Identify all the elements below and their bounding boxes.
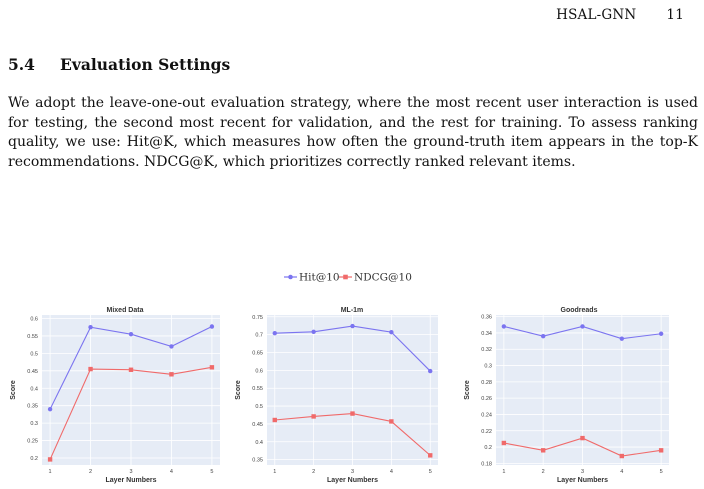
x-tick-label: 1 [48,469,52,475]
y-tick-label: 0.18 [481,461,492,468]
data-point-ndcg [273,418,277,422]
y-tick-label: 0.35 [27,403,38,410]
data-point-ndcg [541,448,545,452]
chart-title: Mixed Data [106,307,144,314]
data-point-ndcg [210,365,214,369]
y-tick-label: 0.28 [481,379,492,386]
data-point-hit [350,324,354,328]
x-axis-label: Layer Numbers [105,477,157,484]
chart-panel-mixed-data [10,307,220,484]
y-tick-label: 0.45 [27,368,38,375]
data-point-hit [620,336,624,340]
data-point-hit [502,324,506,328]
y-tick-label: 0.32 [481,347,492,354]
running-header [556,7,684,23]
data-point-hit [210,324,214,328]
x-tick-label: 3 [129,469,133,475]
x-tick-label: 2 [89,469,93,475]
y-tick-label: 0.35 [252,457,263,464]
x-tick-label: 5 [659,469,663,475]
chart-panel-goodreads [464,307,669,484]
x-tick-label: 2 [541,469,545,475]
legend-label-ndcg: NDCG@10 [354,271,412,284]
y-tick-label: 0.25 [27,438,38,445]
legend-label-hit: Hit@10 [299,271,340,284]
x-tick-label: 5 [210,469,214,475]
data-point-ndcg [48,457,52,461]
data-point-ndcg [169,372,173,376]
data-point-hit [389,330,393,334]
data-point-hit [580,324,584,328]
y-axis-label: Score [235,380,242,400]
y-tick-label: 0.55 [27,333,38,340]
x-tick-label: 5 [428,469,432,475]
data-point-hit [273,331,277,335]
y-tick-label: 0.65 [252,350,263,357]
y-tick-label: 0.26 [481,396,492,403]
x-tick-label: 4 [389,469,393,475]
data-point-ndcg [389,419,393,423]
data-point-ndcg [311,414,315,418]
data-point-hit [311,330,315,334]
x-tick-label: 3 [580,469,585,475]
y-tick-label: 0.4 [30,386,38,393]
x-tick-label: 3 [350,469,355,475]
legend-ndcg-marker [343,275,348,280]
x-axis-label: Layer Numbers [557,477,608,484]
y-tick-label: 0.2 [484,445,492,452]
data-point-hit [428,369,432,373]
y-tick-label: 0.5 [255,404,263,411]
body-paragraph: We adopt the leave-one-out evaluation strategy, where the most recent user interaction is used for testing, the second most recent for validation, and the rest for training. To assess ranking quality, we use: Hit@K, which measures how often the ground-truth item appears in the top-K recommendations. NDCG@K, which prioritizes correctly ranked relevant items. [8,95,698,170]
x-tick-label: 2 [312,469,316,475]
data-point-ndcg [659,448,663,452]
data-point-ndcg [620,454,624,458]
y-tick-label: 0.34 [481,330,492,337]
y-tick-label: 0.7 [255,332,263,339]
x-tick-label: 1 [502,469,506,475]
page-number: 11 [666,7,684,23]
data-point-ndcg [350,411,354,415]
section-title: Evaluation Settings [60,55,231,74]
data-point-hit [48,407,52,411]
data-point-ndcg [502,441,506,445]
chart-title: ML-1m [340,307,364,314]
y-axis-label: Score [10,380,17,400]
y-tick-label: 0.75 [252,314,263,321]
y-tick-label: 0.36 [481,314,492,321]
y-tick-label: 0.6 [30,316,38,323]
results-figure [0,268,704,489]
data-point-hit [659,332,663,336]
y-tick-label: 0.3 [484,363,492,370]
data-point-hit [541,334,545,338]
data-point-hit [88,325,92,329]
data-point-hit [169,344,173,348]
y-tick-label: 0.55 [252,386,263,393]
chart-title: Goodreads [560,307,598,314]
x-axis-label: Layer Numbers [327,477,378,484]
y-tick-label: 0.6 [255,368,263,375]
data-point-hit [129,332,133,336]
x-tick-label: 1 [273,469,277,475]
y-tick-label: 0.5 [30,351,38,358]
y-axis-label: Score [464,380,471,400]
section-heading [8,55,230,74]
legend-hit-marker [288,275,293,280]
y-tick-label: 0.45 [252,421,263,428]
y-tick-label: 0.24 [481,412,492,419]
data-point-ndcg [580,436,584,440]
y-tick-label: 0.22 [481,428,492,435]
x-tick-label: 4 [169,469,173,475]
y-tick-label: 0.2 [30,456,38,463]
figure-legend [284,272,412,284]
data-point-ndcg [428,453,432,457]
data-point-ndcg [129,368,133,372]
data-point-ndcg [88,367,92,371]
x-tick-label: 4 [620,469,624,475]
running-title: HSAL-GNN [556,7,637,23]
y-tick-label: 0.4 [255,439,263,446]
chart-panel-ml-1m [235,307,438,484]
y-tick-label: 0.3 [30,421,38,428]
section-number: 5.4 [8,55,35,74]
